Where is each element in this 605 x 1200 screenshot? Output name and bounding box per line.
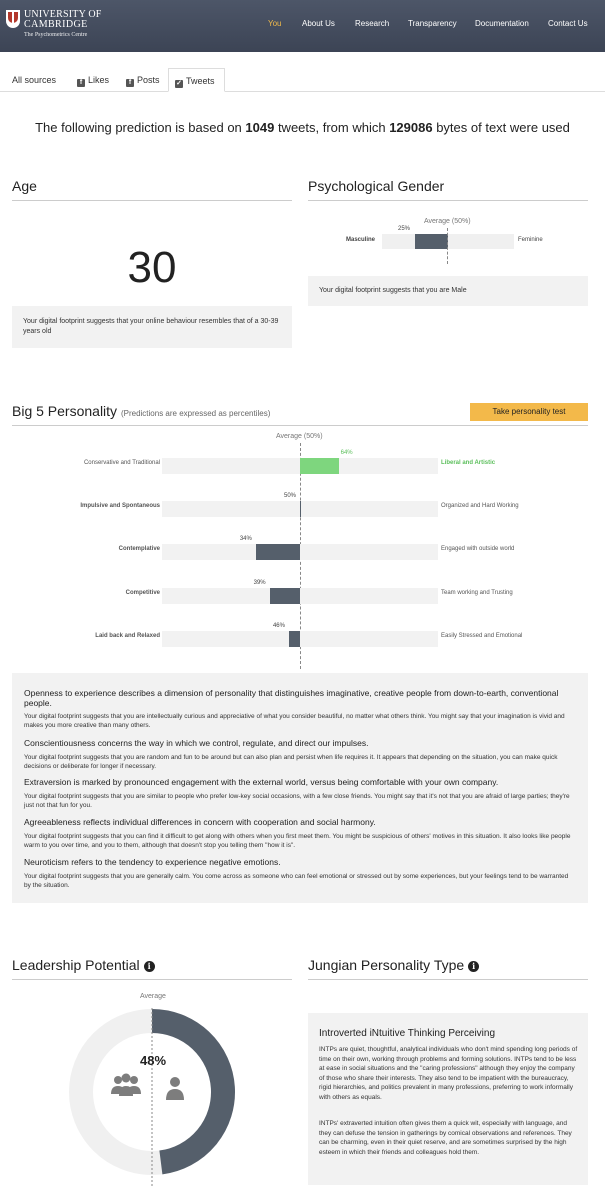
info-icon[interactable]: i (144, 961, 155, 972)
trait-bar (300, 501, 301, 517)
neuroticism-heading: Neuroticism refers to the tendency to experience negative emotions. (24, 857, 281, 867)
jungian-type: Introverted iNtuitive Thinking Perceiving (319, 1028, 496, 1039)
tab-label: Posts (137, 75, 160, 85)
trait-left-label: Laid back and Relaxed (95, 633, 160, 639)
openness-heading: Openness to experience describes a dimension of personality that distinguishes imaginative, creative people from down-to-earth, conventional people. (24, 688, 559, 708)
summary-prefix: The following prediction is based on (35, 120, 246, 135)
extraversion-heading: Extraversion is marked by pronounced engagement with the external world, versus being comfortable with your own company. (24, 777, 499, 787)
gender-percent-label: 25% (398, 226, 411, 232)
trait-percent: 39% (253, 580, 266, 586)
divider (12, 979, 292, 980)
jungian-title (308, 957, 479, 973)
tab-label: Likes (88, 75, 110, 85)
trait-left-label: Competitive (125, 590, 160, 596)
extraversion-body: Your digital footprint suggests that you are similar to people who prefer low-key social occasions, with a few close friends. You might say that it's not that you are afraid of large parties; they're just not that fun for you. (24, 793, 570, 809)
big5-descriptions (12, 673, 588, 903)
trait-percent: 46% (272, 623, 285, 629)
take-personality-test-button[interactable]: Take personality test (470, 403, 588, 421)
conscientiousness-heading: Conscientiousness concerns the way in which we control, regulate, and direct our impulses. (24, 738, 369, 748)
nav-contact-us[interactable]: Contact Us (548, 19, 588, 28)
trait-percent: 64% (340, 450, 353, 456)
nav-research[interactable]: Research (355, 19, 390, 28)
trait-left-label: Contemplative (118, 546, 160, 552)
twitter-icon: ✓ (176, 80, 182, 87)
trait-bar (289, 631, 300, 647)
leadership-title (12, 957, 155, 973)
logo-line-1: UNIVERSITY OF (24, 9, 102, 20)
tab-label: Tweets (186, 76, 215, 86)
agreeableness-heading: Agreeableness reflects individual differences in concern with cooperation and social harmony. (24, 817, 376, 827)
trait-track (162, 588, 438, 604)
nav-about-us[interactable]: About Us (302, 19, 335, 28)
tweet-count: 1049 (245, 120, 275, 135)
conscientiousness-body: Your digital footprint suggests that you are random and fun to be around but can also plan and persist when life requires it. It appears that depending on the situation, you can make quick decisions or deliberate for longer if necessary. (24, 754, 558, 770)
gender-right-label: Feminine (518, 237, 543, 243)
trait-right-label: Easily Stressed and Emotional (441, 633, 523, 639)
nav-you[interactable]: You (268, 19, 282, 28)
trait-track (162, 631, 438, 647)
summary-middle: tweets, from which (274, 120, 390, 135)
gender-title: Psychological Gender (308, 178, 445, 194)
jungian-paragraph-2: INTPs' extraverted intuition often gives them a quick wit, especially with language, and they can defuse the tension in gatherings by comical observations and references. They can be charming, even in their quiet reserve, and are sometimes surprised by the high esteem in which their friends and colleagues hold them. (319, 1120, 572, 1156)
leadership-donut (68, 1008, 238, 1188)
trait-bar (256, 544, 300, 560)
main-nav (0, 19, 605, 33)
tab-label: All sources (12, 75, 57, 85)
leadership-title-text: Leadership Potential (12, 957, 140, 973)
trait-right-label: Team working and Trusting (441, 590, 513, 596)
tab-all-sources[interactable] (6, 68, 62, 92)
big5-title-text: Big 5 Personality (12, 403, 118, 419)
top-header (0, 0, 605, 52)
gender-left-label: Masculine (346, 237, 376, 243)
divider (308, 979, 588, 980)
openness-body: Your digital footprint suggests that you are intellectually curious and appreciative of what you consider beautiful, no matter what others think. You might say that your imagination is vivid and makes you more creative than many others. (24, 713, 565, 729)
gender-average-line (447, 228, 448, 264)
gender-track (382, 234, 514, 249)
leadership-average-label: Average (140, 993, 166, 1000)
trait-bar (300, 458, 339, 474)
byte-count: 129086 (389, 120, 433, 135)
source-tabs (0, 68, 605, 92)
age-title: Age (12, 178, 37, 194)
group-icon (111, 1074, 141, 1097)
donut-value-arc (152, 1021, 223, 1162)
age-note-box (12, 306, 292, 348)
leadership-value: 48% (140, 1053, 167, 1068)
big5-title (12, 403, 270, 419)
prediction-summary (0, 120, 605, 135)
logo-line-2: CAMBRIDGE (24, 19, 88, 30)
logo-line-3: The Psychometrics Centre (24, 32, 88, 38)
trait-left-label: Conservative and Traditional (83, 460, 160, 466)
trait-left-label: Impulsive and Spontaneous (80, 503, 160, 509)
trait-percent: 50% (284, 493, 297, 499)
facebook-icon: f (126, 79, 134, 87)
gender-average-label: Average (50%) (424, 218, 471, 225)
neuroticism-body: Your digital footprint suggests that you are generally calm. You come across as someone who can feel emotional or stressed out by some experiences, but your feelings tend to be warranted by the situation. (24, 873, 569, 889)
trait-right-label: Engaged with outside world (441, 546, 515, 552)
tab-tweets[interactable] (168, 68, 225, 92)
gender-bar (415, 234, 448, 249)
jungian-paragraph-1: INTPs are quiet, thoughtful, analytical individuals who don't mind spending long periods of time on their own, working through problems and forming solutions. INTPs tend to be less at ease in social situations and the "caring professions" although they enjoy the company of those who share their interests. They also tend to be impatient with the bureaucracy, rigid hierarchies, and politics prevalent in many professions, preferring to work informally with others as equals. (319, 1046, 578, 1101)
trait-right-label: Organized and Hard Working (441, 503, 519, 509)
jungian-box (308, 1013, 588, 1185)
trait-track (162, 544, 438, 560)
agreeableness-body: Your digital footprint suggests that you can find it difficult to get along with others when you first meet them. You might be suspicious of others' motives in this situation. It also looks like people warm to you over time, and you to them, although that doesn't stop you telling them "how it is". (24, 833, 571, 849)
facebook-icon: f (77, 79, 85, 87)
gender-note: Your digital footprint suggests that you are Male (319, 287, 467, 294)
divider (12, 425, 588, 426)
nav-transparency[interactable]: Transparency (408, 19, 457, 28)
trait-percent: 34% (239, 536, 252, 542)
age-note: Your digital footprint suggests that your online behaviour resembles that of a 30-39 years old (23, 318, 279, 335)
gender-note-box (308, 276, 588, 306)
jungian-title-text: Jungian Personality Type (308, 957, 465, 973)
nav-documentation[interactable]: Documentation (475, 19, 529, 28)
trait-right-label: Liberal and Artistic (441, 460, 496, 466)
tab-likes[interactable] (71, 68, 115, 92)
info-icon[interactable]: i (468, 961, 479, 972)
divider (308, 200, 588, 201)
big5-subtitle: (Predictions are expressed as percentiles) (120, 409, 271, 418)
big5-average-label: Average (50%) (276, 433, 323, 440)
divider (12, 200, 292, 201)
summary-suffix: bytes of text were used (432, 120, 570, 135)
person-icon (166, 1077, 184, 1100)
trait-bar (270, 588, 300, 604)
age-value: 30 (127, 243, 177, 292)
tab-posts[interactable] (120, 68, 166, 92)
